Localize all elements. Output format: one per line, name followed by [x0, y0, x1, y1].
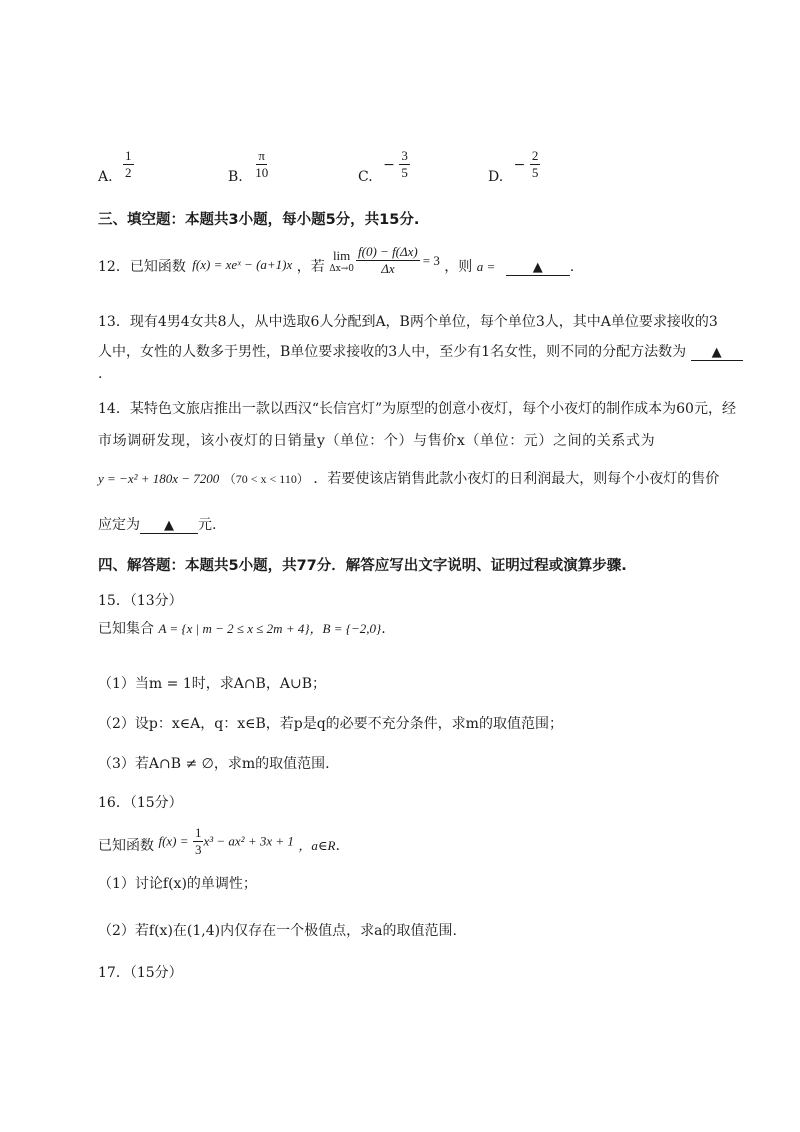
choice-b	[228, 148, 270, 185]
choice-letter: B.	[228, 168, 243, 185]
question-16-part-1: （1）讨论f(x)的单调性；	[98, 876, 257, 892]
lim-operator: lim	[332, 247, 351, 263]
choice-fraction	[530, 148, 541, 181]
denominator: Δx	[381, 261, 395, 276]
choice-fraction	[253, 148, 270, 181]
equals-value: = 3	[422, 252, 440, 268]
question-17-header: 17．（15分）	[98, 965, 183, 981]
question-number: 12．	[98, 259, 130, 275]
question-text: ，则	[444, 259, 473, 275]
question-text: 人中，女性的人数多于男性，B单位要求接收的3人中，至少有1名女性，则不同的分配方法数为	[98, 344, 687, 360]
denominator: 5	[401, 165, 408, 180]
section-3-title: 三、填空题：本题共3小题，每小题5分，共15分.	[98, 212, 420, 228]
question-text: ．若要使该店销售此款小夜灯的日利润最大，则每个小夜灯的售价	[313, 471, 720, 487]
set-a: A = {x | m − 2 ≤ x ≤ 2m + 4}	[158, 621, 310, 636]
question-text: 已知集合	[98, 621, 154, 637]
question-13-line-2	[98, 341, 743, 361]
function-rhs: x³ − ax² + 3x + 1	[203, 833, 294, 849]
set-b: ，B = {−2,0}	[309, 621, 382, 636]
minus-sign: −	[383, 156, 395, 173]
question-15-part-3: （3）若A∩B ≠ ∅，求m的取值范围.	[98, 756, 330, 772]
question-13-line-1: 13．现有4男4女共8人，从中选取6人分配到A，B两个单位，每个单位3人，其中A单位要求接收的3	[98, 314, 718, 330]
numerator: 1	[194, 825, 202, 840]
numerator: 3	[401, 148, 408, 163]
question-text: ，若	[296, 259, 325, 275]
question-text: 应定为	[98, 517, 140, 533]
question-13-line-3: .	[98, 366, 103, 382]
question-14-line-1: 14．某特色文旅店推出一款以西汉“长信宫灯”为原型的创意小夜灯，每个小夜灯的制作成本为60元，经	[98, 401, 736, 417]
question-15-part-2: （2）设p：x∈A，q：x∈B，若p是q的必要不充分条件，求m的取值范围；	[98, 716, 563, 732]
section-4-title: 四、解答题：本题共5小题，共77分．解答应写出文字说明、证明过程或演算步骤.	[98, 558, 627, 574]
question-12	[98, 244, 574, 277]
question-14-line-2: 市场调研发现，该小夜灯的日销量y（单位：个）与售价x（单位：元）之间的关系式为	[98, 433, 656, 449]
numerator: f(0) − f(Δx)	[358, 244, 418, 259]
domain: ，a∈R	[298, 837, 336, 853]
answer-blank: ▲	[691, 345, 743, 361]
period: .	[569, 259, 575, 275]
formula: y = −x² + 180x − 7200	[98, 471, 220, 486]
numerator: 2	[531, 148, 539, 163]
question-14-line-4	[98, 514, 216, 534]
coefficient-fraction	[193, 825, 204, 858]
question-14-line-3	[98, 468, 719, 488]
function-formula: f(x) = xeˣ − (a+1)x	[192, 257, 293, 272]
numerator: π	[258, 148, 265, 163]
question-16-header: 16．（15分）	[98, 795, 183, 811]
choice-letter: D.	[488, 168, 504, 185]
limit-expression	[329, 244, 440, 277]
choice-a	[98, 148, 134, 185]
range: （70 < x < 110）	[223, 472, 309, 486]
lim-subscript: Δx→0	[329, 263, 355, 274]
question-16-intro	[98, 825, 340, 858]
period: .	[381, 621, 386, 637]
answer-variable: a =	[476, 259, 496, 274]
denominator: 2	[125, 165, 132, 180]
question-text: 已知函数	[98, 837, 154, 854]
answer-blank: ▲	[506, 260, 570, 276]
period: .	[335, 837, 340, 854]
question-15-header: 15．（13分）	[98, 593, 183, 609]
question-16-part-2: （2）若f(x)在(1,4)内仅存在一个极值点，求a的取值范围.	[98, 923, 457, 939]
denominator: 3	[194, 842, 202, 857]
minus-sign: −	[513, 156, 526, 173]
choice-letter: C.	[358, 168, 373, 185]
choice-fraction	[399, 148, 410, 181]
choice-d	[488, 148, 540, 185]
function-lhs: f(x) =	[158, 833, 189, 849]
question-15-part-1: （1）当m = 1时，求A∩B，A∪B；	[98, 676, 326, 692]
limit-fraction	[356, 244, 420, 277]
answer-blank: ▲	[140, 518, 198, 534]
question-text: 已知函数	[129, 259, 186, 275]
denominator: 10	[255, 165, 269, 180]
denominator: 5	[531, 165, 539, 180]
numerator: 1	[125, 148, 132, 163]
question-text: 元.	[198, 517, 217, 533]
choice-fraction	[123, 148, 134, 181]
choice-letter: A.	[98, 168, 113, 185]
question-15-intro	[98, 618, 386, 638]
choice-c	[358, 148, 410, 185]
